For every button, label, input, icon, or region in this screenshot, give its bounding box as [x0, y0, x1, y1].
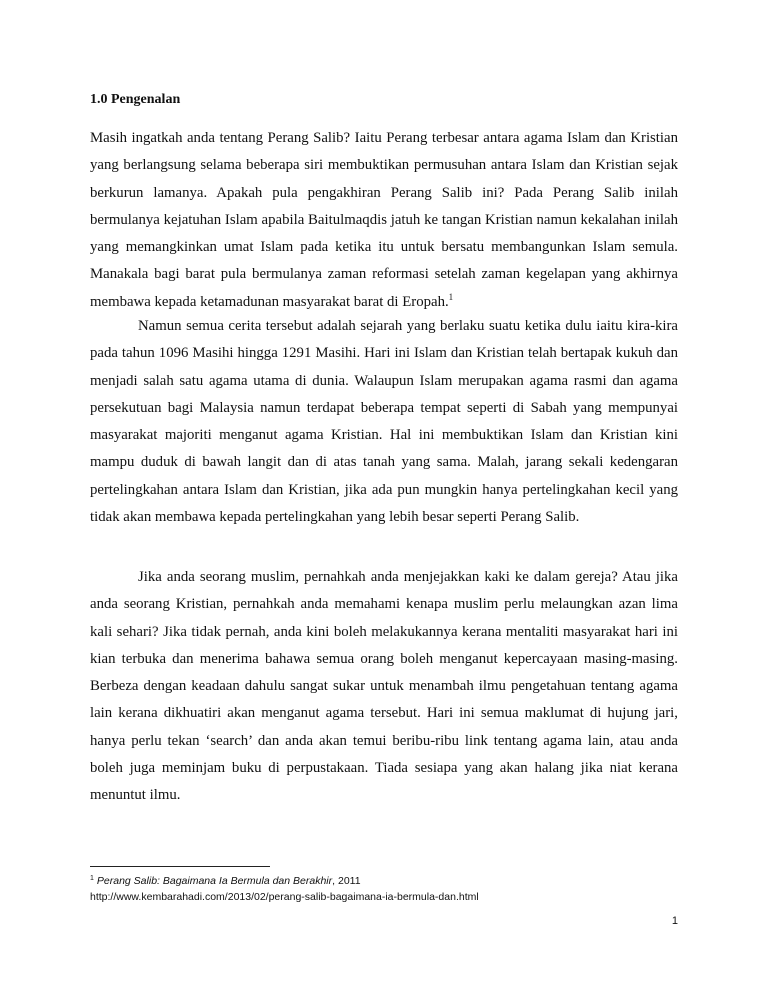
paragraph-2: Namun semua cerita tersebut adalah sejarah yang berlaku suatu ketika dulu iaitu kira-kira pada tahun 1096 Masihi hingga 1291 Masihi. Hari ini Islam dan Kristian telah bertapak kukuh dan menjadi salah satu agama utama di dunia. Walaupun Islam merupakan agama rasmi dan agama persekutuan bagi Malaysia namun terdapat beberapa tempat seperti di Sabah yang mempunyai masyarakat majoriti menganut agama Kristian. Hal ini membuktikan Islam dan Kristian kini mampu duduk di bawah langit dan di atas tanah yang sama. Malah, jarang sekali kedengaran pertelingkahan antara Islam dan Kristian, jika ada pun mungkin hanya pertelingkahan kecil yang tidak akan membawa kepada pertelingkahan yang lebih besar seperti Perang Salib.: [90, 318, 678, 526]
paragraph-1-text: Masih ingatkah anda tentang Perang Salib? Iaitu Perang terbesar antara agama Islam dan Kristian yang berlangsung selama beberapa siri membuktikan permusuhan antara Islam dan Kristian sejak berkurun lamanya. Apakah pula pengakhiran Perang Salib ini? Pada Perang Salib inilah bermulanya kejatuhan Islam apabila Baitulmaqdis jatuh ke tangan Kristian namun kekalahan inilah yang memangkinkan umat Islam pada ketika itu untuk bersatu membangunkan Islam semula. Manakala bagi barat pula bermulanya zaman reformasi setelah zaman kegelapan yang akhirnya membawa kepada ketamadunan masyarakat barat di Eropah.: [90, 130, 678, 310]
page-number: 1: [671, 915, 678, 927]
paragraph-3: Jika anda seorang muslim, pernahkah anda menjejakkan kaki ke dalam gereja? Atau jika anda seorang Kristian, pernahkah anda memahami kenapa muslim perlu melaungkan azan lima kali sehari? Jika tidak pernah, anda kini boleh melakukannya kerana mentaliti masyarakat hari ini kian terbuka dan menerima bahawa semua orang boleh menganut kepercayaan masing-masing. Berbeza dengan keadaan dahulu sangat sukar untuk menambah ilmu pengetahuan tentang agama lain kerana dikhuatiri akan menganut agama tersebut. Hari ini semua maklumat di hujung jari, hanya perlu tekan ‘search’ dan anda akan temui beribu-ribu link tentang agama lain, atau anda boleh juga meminjam buku di perpustakaan. Tiada sesiapa yang akan halang jika niat kerana menuntut ilmu.: [90, 569, 678, 804]
footnote-number: 1: [90, 874, 94, 882]
footnote-reference: 1: [448, 291, 454, 302]
footnote-url: http://www.kembarahadi.com/2013/02/perang-salib-bagaimana-ia-bermula-dan.html: [90, 891, 479, 903]
section-heading: 1.0 Pengenalan: [90, 92, 181, 107]
footnote-citation: [90, 873, 690, 889]
paragraph-1: [90, 125, 678, 316]
footnote-year: , 2011: [332, 875, 361, 887]
footnote-divider: [90, 866, 270, 867]
footnote-title: Perang Salib: Bagaimana Ia Bermula dan Berakhir: [96, 875, 333, 887]
